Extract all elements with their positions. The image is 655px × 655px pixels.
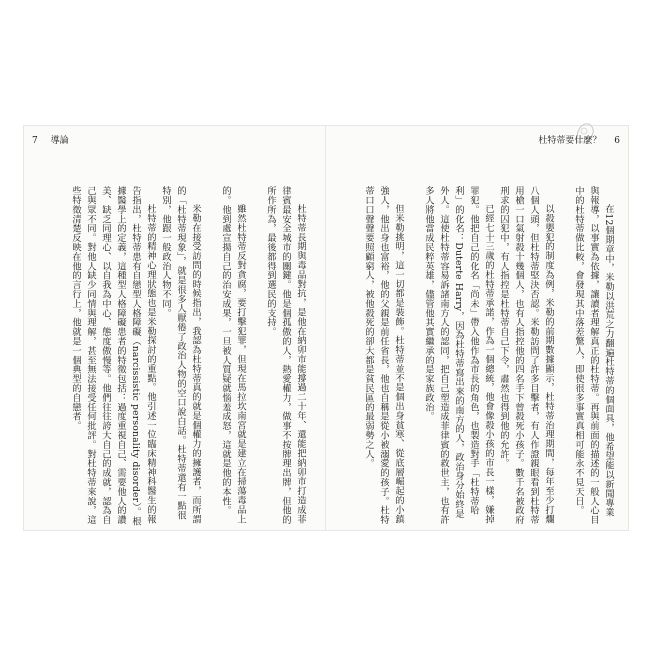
page-gutter [325,126,326,530]
right-paragraph-1: 在12個期章中，米勒以洪荒之力翻遍杜特蒂的個面具，他希望能以新聞專業與報導，以事實為依據，讓讀者理解真正的杜特蒂。再與前面的描述的一般人心目中的杜特蒂做比較，會發現其中落差驚人，即使很多事實真相可能永不見天日。 [573,186,614,525]
right-page-body [336,186,616,526]
right-paragraph-2: 以殺嬰犯的制度為例，米勒的前期數據顯示，杜特蒂治理期間，每年至少打爛八個人頭，但杜特蒂堅決否認。米勒訪問了許多目擊者，有人作證親眼看到杜特蒂用槍一口氣射殺十幾個人，也有人指控他的四名手下曾殺死小孩子。數千名被政府刑求的囚犯中，有人指控是杜特蒂自己下令，肅然也得到他的允許。 [498,186,554,525]
right-paragraph-3: 已經七十三歲的杜特蒂承諾，作為一個總統，他會像殺小孩的市長一樣，嫌掉罪犯。他把自己的化名「尚未」帶入他作為市長的角色，也製造對手「杜特蒂哈利」的化名：Duterte Harry，因為杜特蒂寫出來的南方的人，政治身分始終是外人。這使杜特蒂容易訴諸南方人的認同，把自己塑造成菲律賓的救世主，也有許多人將他當成民粹英雄，儘管他其實繼承的是家族政治。 [423,186,494,525]
book-spread [24,126,628,530]
right-page-header [538,136,620,146]
left-running-title: 導論 [50,136,69,146]
left-page-body [42,186,308,526]
right-paragraph-4: 但米勒挑明，這一切都是裝飾。杜特蒂並不是個出身貧寒、從底層崛起的小鎮強人，他出身也富裕，他的父親是前任省長，他也自稱是從小被溺愛的孩子。杜特蒂口口聲聲要照顧窮人，被他殺死的卻大都是貧民區的最弱勢之人。 [363,186,404,525]
left-paragraph-1: 杜特蒂長期與毒品對抗，是他在納卯市能撐過二十年、還能把納卯市打造成菲律賓最安全城市的關鍵。他是個孤傲的人，熱愛權力，做事不按牌理出牌，但他的所作所為，最後都得到選民的支持。 [265,186,306,525]
left-paragraph-2: 雖然杜特蒂反對貪腐，要打擊犯罪，但現在馬拉坎南宮就是建立在掃蕩毒品上的。他到處宣揚自己的治安成果，一旦被人質疑就惱羞成怒，這就是他的本性。 [220,186,246,524]
left-page-header [32,136,69,146]
right-running-title: 杜特蒂要什麼？ [538,136,602,146]
left-paragraph-3: 米勒在接受訪問的時候指出，我認為杜特蒂真的就是個權力的擁護者，而所謂的「杜特蒂現象」，就是很多人厭倦了政治人物的空口說白話。杜特蒂還有一點很特別，他跟一般政治人物不同。 [160,186,201,524]
left-paragraph-4: 杜特蒂的精神心理狀態也是米勒探討的重點。他引述一位臨床精神科醫生的報告指出，杜特蒂患有自戀型人格障礙（narcissistic personality disorder）。根據醫學上的定義，這種型人格障礙患者的特徵包括：過度重視自己、需要他人的讚美、缺乏同理心、以自我為中心、態度傲慢等。他們往往誇大自己的成就，認為自己與眾不同。對他人缺少同情與理解，甚至無法接受任何批評。對杜特蒂來說，這些特徵清楚反映在他的言行上，他就是一個典型的自戀者。 [70,186,156,526]
left-page-number: 7 [32,136,38,146]
right-page-number: 6 [614,136,620,146]
